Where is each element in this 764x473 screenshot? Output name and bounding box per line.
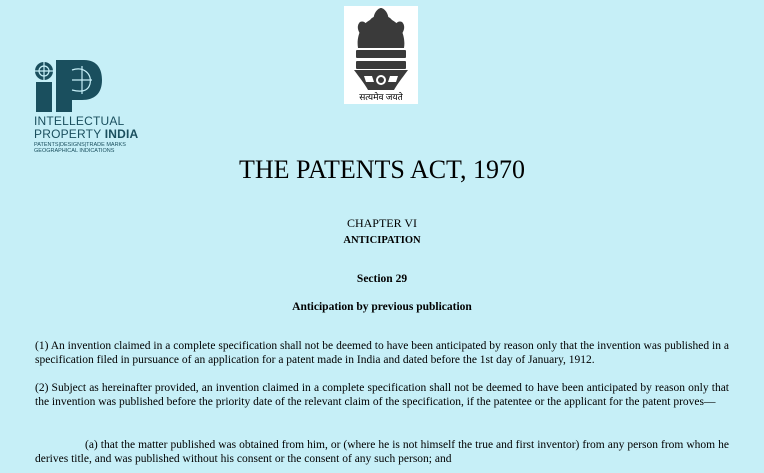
- section-number: Section 29: [356, 273, 408, 285]
- ip-logo-line2: [34, 128, 138, 141]
- ip-logo-subtitle-2: GEOGRAPHICAL INDICATIONS: [34, 148, 115, 154]
- ip-india-logo: [34, 60, 154, 160]
- ip-logo-subtitle-1: PATENTS|DESIGNS|TRADE MARKS: [34, 142, 126, 148]
- emblem-motto: सत्यमेव जयते: [359, 92, 403, 102]
- ip-logo-line1: INTELLECTUAL: [34, 114, 125, 128]
- page-title: THE PATENTS ACT, 1970: [238, 155, 526, 184]
- national-emblem: [344, 6, 418, 104]
- ip-logo-line2-bold: INDIA: [104, 127, 139, 141]
- paragraph-1: (1) An invention claimed in a complete specification shall not be deemed to have been anticipated by reason only that the invention was published in a specification filed in pursuance of an application for a patent made in India and dated before the 1st day of January, 1912.: [35, 340, 729, 366]
- chapter-number: CHAPTER VI: [346, 216, 418, 230]
- subclause-a: (a) that the matter published was obtained from him, or (where he is not himself the true and first inventor) from any person from whom he derives title, and was published without his consent or the consent of any such person; and: [35, 439, 729, 465]
- ip-logo-line2-prefix: PROPERTY: [34, 127, 105, 141]
- ip-india-logo-icon: [34, 60, 104, 114]
- section-title: Anticipation by previous publication: [292, 301, 472, 313]
- paragraph-2: (2) Subject as hereinafter provided, an invention claimed in a complete specification shall not be deemed to have been anticipated by reason only that the invention was published before the priority date of the relevant claim of the specification, if the patentee or the applicant for the patent proves—: [35, 382, 729, 408]
- lion-capital-icon: [344, 6, 418, 92]
- chapter-name: ANTICIPATION: [343, 235, 421, 246]
